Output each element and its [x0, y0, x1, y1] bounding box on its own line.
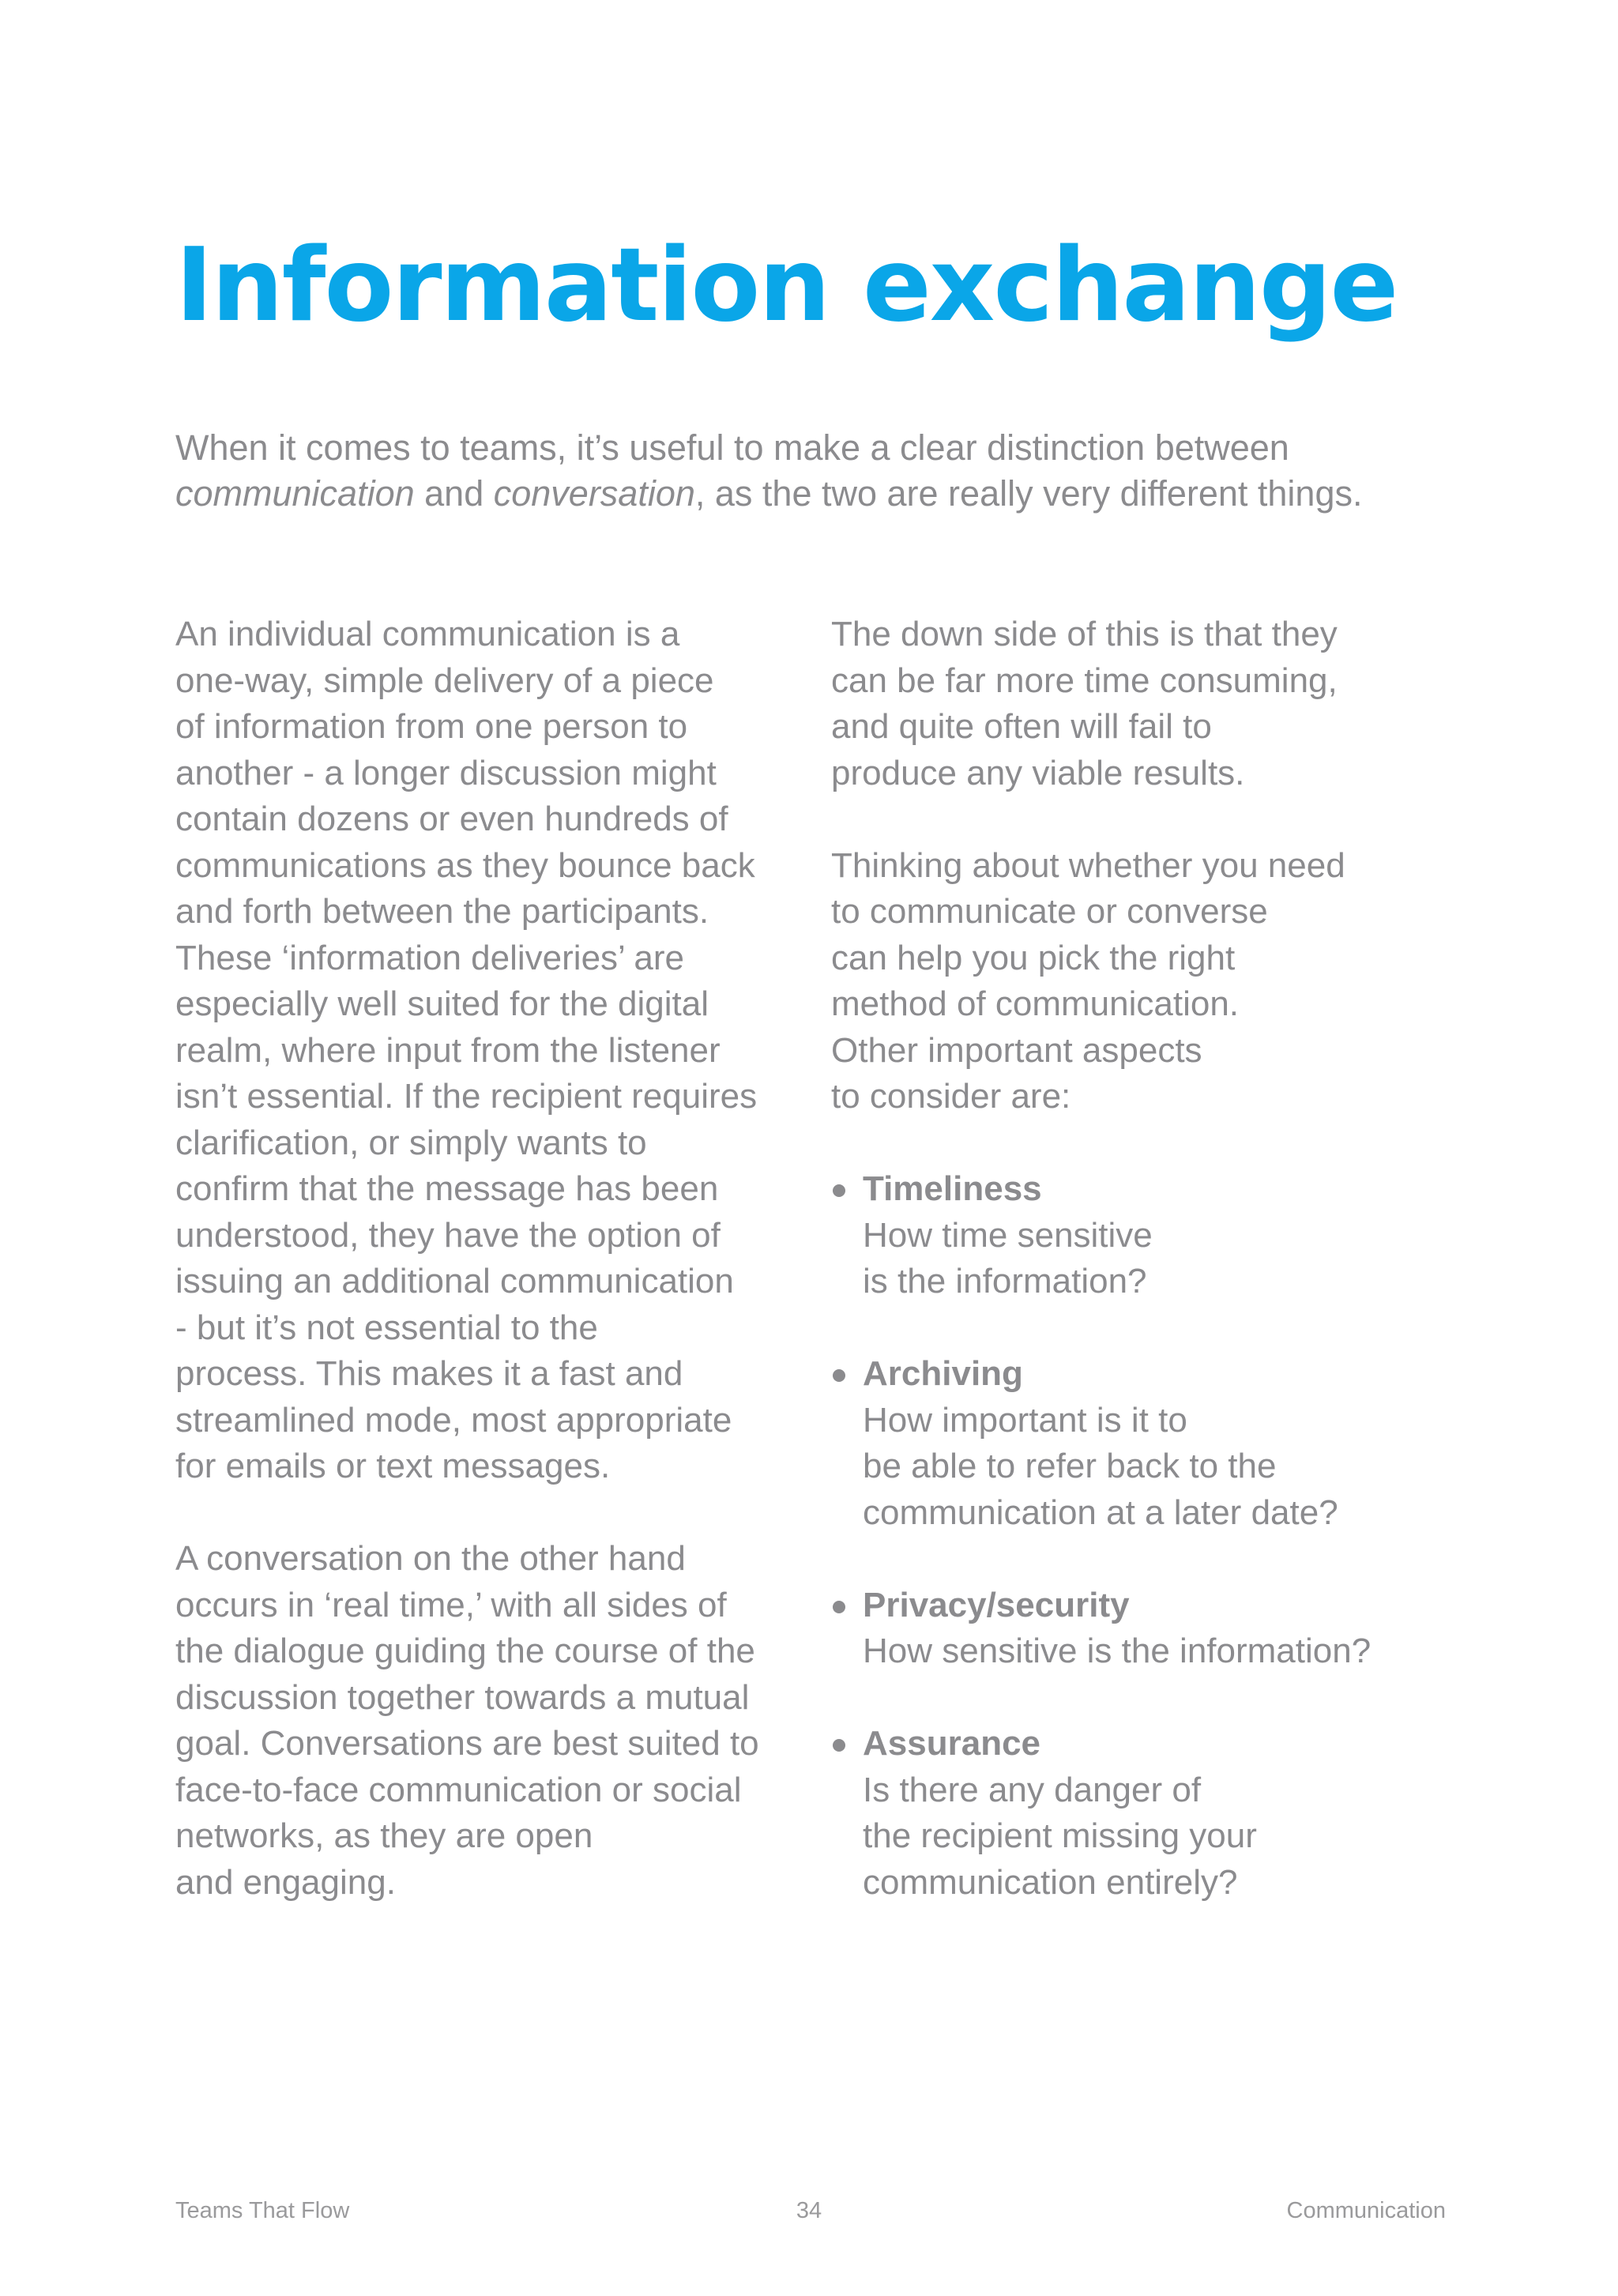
intro-text-2: and: [414, 473, 494, 514]
bullet-dot-icon: [833, 1739, 845, 1752]
right-paragraph-downside: The down side of this is that they can be far more time consuming, and quite often will fail to produce any viable results.: [831, 615, 1338, 792]
bullet-heading: Assurance: [863, 1724, 1041, 1763]
bullet-text: How important is it to be able to refer back to the communication at a later date?: [863, 1400, 1338, 1532]
left-paragraph-conversation: A conversation on the other hand occurs in ‘real time,’ with all sides of the dialogue guiding the course of the discussion together towards a mutual goal. Conversations are best suited to face-to-face communication or social networks, as they are open and engaging.: [175, 1539, 759, 1902]
bullet-text: Is there any danger of the recipient missing your communication entirely?: [863, 1770, 1257, 1902]
left-column: [175, 612, 807, 1906]
page-title: Information exchange: [175, 227, 1398, 344]
left-paragraph-communication: An individual communication is a one-way, simple delivery of a piece of information from one person to another - a longer discussion might contain dozens or even hundreds of communications as they bounce back and forth between the participants. These ‘information deliveries’ are especially well suited for the digital realm, where input from the listener isn’t essential. If the recipient requires clarification, or simply wants to confirm that the message has been understood, they have the option of issuing an additional communication - but it’s not essential to the process. This makes it a fast and streamlined mode, most appropriate for emails or text messages.: [175, 615, 758, 1485]
right-paragraph-aspects: Thinking about whether you need to communicate or converse can help you pick the right method of communication. Other important aspects to consider are:: [831, 845, 1345, 1116]
bullet-item-archiving: [831, 1351, 1432, 1536]
footer-section-name: Communication: [1286, 2198, 1446, 2223]
bullet-item-assurance: [831, 1721, 1432, 1906]
bullet-dot-icon: [833, 1369, 845, 1382]
bullet-item-timeliness: [831, 1166, 1432, 1305]
bullet-dot-icon: [833, 1601, 845, 1613]
intro-emphasis-communication: communication: [175, 473, 415, 514]
bullet-text: How time sensitive is the information?: [863, 1215, 1153, 1300]
right-column: [831, 612, 1432, 1906]
footer-book-title: Teams That Flow: [175, 2198, 350, 2223]
intro-text-1: When it comes to teams, it’s useful to make a clear distinction between: [175, 427, 1289, 468]
bullet-heading: Timeliness: [863, 1169, 1042, 1208]
bullet-text: How sensitive is the information?: [863, 1632, 1372, 1670]
bullet-dot-icon: [833, 1184, 845, 1197]
intro-emphasis-conversation: conversation: [493, 473, 695, 514]
bullet-heading: Privacy/security: [863, 1585, 1130, 1624]
intro-text-3: , as the two are really very different things.: [694, 473, 1363, 514]
footer-page-number: 34: [796, 2198, 822, 2223]
intro-paragraph: [175, 425, 1455, 517]
bullet-heading: Archiving: [863, 1354, 1023, 1393]
bullet-item-privacy-security: [831, 1583, 1432, 1675]
